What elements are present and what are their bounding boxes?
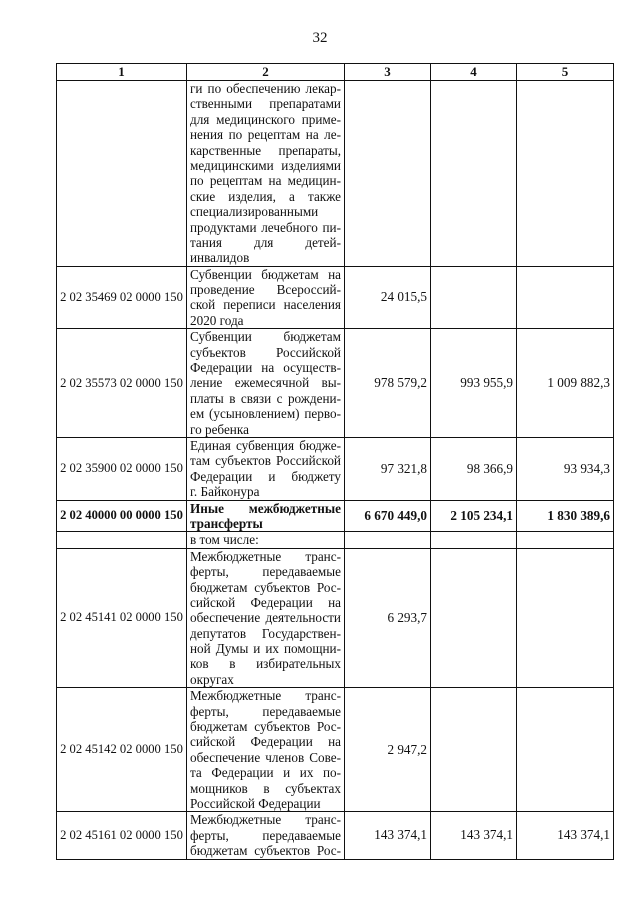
column-header: 5	[517, 64, 614, 81]
amount-cell-v4	[431, 266, 517, 329]
description-cell	[187, 81, 345, 267]
description-line: ственными препаратами	[190, 96, 341, 112]
budget-code-cell	[57, 532, 187, 548]
description-line: Иные межбюджетные	[190, 500, 341, 516]
description-line: нения по рецептам на ле-	[190, 127, 341, 143]
description-line: ферты, передаваемые	[190, 827, 341, 843]
description-line: обеспечение членов Сове-	[190, 749, 341, 765]
amount-cell-v5: 143 374,1	[517, 812, 614, 859]
description-line: Единая субвенция бюдже-	[190, 437, 341, 453]
description-cell	[187, 329, 345, 438]
amount-cell-v3: 97 321,8	[345, 437, 431, 500]
amount-cell-v4: 2 105 234,1	[431, 500, 517, 532]
description-line: проведение Всероссий-	[190, 282, 341, 298]
amount-cell-v5: 1 830 389,6	[517, 500, 614, 532]
column-header: 4	[431, 64, 517, 81]
description-line: та Федерации и их по-	[190, 765, 341, 781]
amount-cell-v3	[345, 81, 431, 267]
budget-code-cell: 2 02 45142 02 0000 150	[57, 688, 187, 812]
amount-cell-v4	[431, 532, 517, 548]
budget-code-cell: 2 02 40000 00 0000 150	[57, 500, 187, 532]
description-line: ги по обеспечению лекар-	[190, 81, 341, 96]
description-line: для медицинского приме-	[190, 111, 341, 127]
amount-cell-v4	[431, 548, 517, 688]
description-line: бюджетам субъектов Рос-	[190, 719, 341, 735]
description-line: субъектов Российской	[190, 344, 341, 360]
description-line: Российской Федерации	[190, 795, 321, 811]
table-row	[57, 81, 614, 267]
budget-table	[56, 63, 614, 860]
amount-cell-v3: 24 015,5	[345, 266, 431, 329]
description-line: г. Байконура	[190, 484, 260, 500]
budget-code-cell: 2 02 45141 02 0000 150	[57, 548, 187, 688]
description-cell	[187, 532, 345, 548]
description-cell	[187, 688, 345, 812]
description-cell	[187, 437, 345, 500]
description-line: Межбюджетные транс-	[190, 688, 341, 704]
description-line: ной Думы и их помощни-	[190, 641, 341, 657]
amount-cell-v5	[517, 81, 614, 267]
description-line: ем (усыновлением) перво-	[190, 406, 341, 422]
description-line: 2020 года	[190, 312, 244, 328]
amount-cell-v5	[517, 532, 614, 548]
table-body	[57, 81, 614, 860]
table-row	[57, 437, 614, 500]
column-header: 2	[187, 64, 345, 81]
description-line: платы в связи с рождени-	[190, 390, 341, 406]
description-line: трансферты	[190, 515, 263, 531]
description-line: по рецептам на медицин-	[190, 173, 341, 189]
amount-cell-v5	[517, 688, 614, 812]
description-line: Межбюджетные транс-	[190, 548, 341, 564]
description-line: ской переписи населения	[190, 297, 341, 313]
table-header-row	[57, 64, 614, 81]
description-line: мощников в субъектах	[190, 780, 341, 796]
description-line: карственные препараты,	[190, 142, 341, 158]
description-line: обеспечение деятельности	[190, 610, 341, 626]
column-header: 3	[345, 64, 431, 81]
budget-code-cell	[57, 81, 187, 267]
description-line: бюджетам субъектов Рос-	[190, 843, 341, 859]
amount-cell-v5: 1 009 882,3	[517, 329, 614, 438]
amount-cell-v4	[431, 81, 517, 267]
budget-code-cell: 2 02 45161 02 0000 150	[57, 812, 187, 859]
table-row	[57, 688, 614, 812]
amount-cell-v5: 93 934,3	[517, 437, 614, 500]
description-line: Субвенции бюджетам на	[190, 266, 341, 282]
amount-cell-v3: 2 947,2	[345, 688, 431, 812]
table-row	[57, 329, 614, 438]
description-line: ферты, передаваемые	[190, 564, 341, 580]
amount-cell-v3	[345, 532, 431, 548]
table-row	[57, 500, 614, 532]
description-line: там субъектов Российской	[190, 453, 341, 469]
amount-cell-v4: 143 374,1	[431, 812, 517, 859]
description-line: Межбюджетные транс-	[190, 812, 341, 828]
description-line: го ребенка	[190, 421, 249, 437]
description-line: медицинскими изделиями	[190, 157, 341, 173]
amount-cell-v4: 98 366,9	[431, 437, 517, 500]
description-line: ков в избирательных	[190, 656, 341, 672]
description-line: сийской Федерации на	[190, 734, 341, 750]
description-line: депутатов Государствен-	[190, 625, 341, 641]
amount-cell-v3: 978 579,2	[345, 329, 431, 438]
description-line: округах	[190, 671, 234, 687]
column-header: 1	[57, 64, 187, 81]
table-row	[57, 266, 614, 329]
description-line: Федерации на осуществ-	[190, 360, 341, 376]
table-row	[57, 548, 614, 688]
amount-cell-v5	[517, 548, 614, 688]
description-line: специализированными	[190, 204, 319, 220]
budget-code-cell: 2 02 35900 02 0000 150	[57, 437, 187, 500]
description-cell	[187, 548, 345, 688]
description-line: Федерации и бюджету	[190, 468, 341, 484]
description-line: продуктами лечебного пи-	[190, 219, 341, 235]
amount-cell-v3: 6 670 449,0	[345, 500, 431, 532]
budget-code-cell: 2 02 35573 02 0000 150	[57, 329, 187, 438]
description-cell	[187, 266, 345, 329]
description-line: Субвенции бюджетам	[190, 329, 341, 345]
description-line: в том числе:	[190, 532, 259, 548]
description-cell	[187, 812, 345, 859]
description-cell	[187, 500, 345, 532]
budget-code-cell: 2 02 35469 02 0000 150	[57, 266, 187, 329]
description-line: ление ежемесячной вы-	[190, 375, 341, 391]
table-row	[57, 532, 614, 548]
table-row	[57, 812, 614, 859]
amount-cell-v4: 993 955,9	[431, 329, 517, 438]
description-line: ферты, передаваемые	[190, 703, 341, 719]
description-line: сийской Федерации на	[190, 594, 341, 610]
description-line: ские изделия, а также	[190, 188, 341, 204]
amount-cell-v3: 143 374,1	[345, 812, 431, 859]
page-number: 32	[312, 30, 328, 46]
amount-cell-v3: 6 293,7	[345, 548, 431, 688]
description-line: бюджетам субъектов Рос-	[190, 579, 341, 595]
amount-cell-v5	[517, 266, 614, 329]
amount-cell-v4	[431, 688, 517, 812]
description-line: тания для детей-	[190, 234, 341, 250]
description-line: инвалидов	[190, 250, 250, 266]
